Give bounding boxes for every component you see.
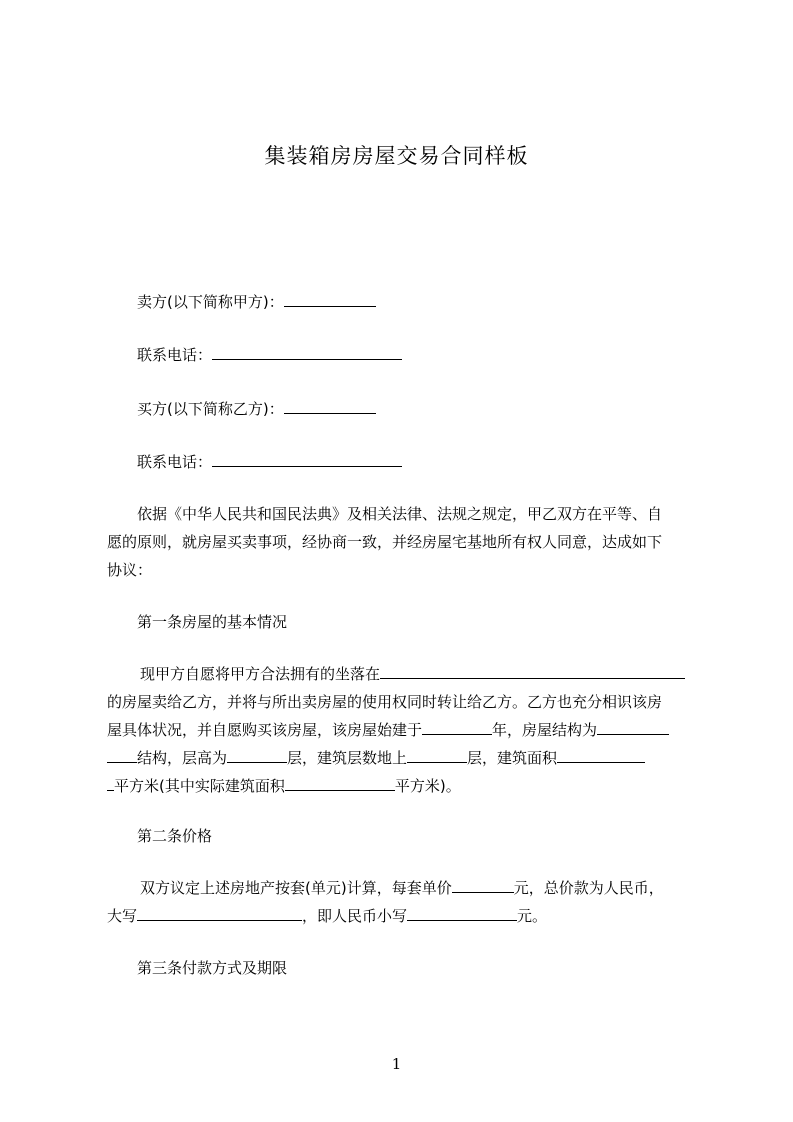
article-2-line-2: [107, 906, 547, 926]
unit-price-blank[interactable]: [452, 878, 514, 893]
article-2-line-1: [140, 878, 664, 898]
article-1-line-1: [140, 664, 685, 684]
buyer-line: [137, 399, 376, 419]
article-3-heading: 第三条付款方式及期限: [137, 959, 288, 977]
intro-line-3: 协议：: [107, 561, 153, 579]
article-2-text-2c: 元。: [517, 907, 548, 925]
article-1-text-1: 现甲方自愿将甲方合法拥有的坐落在: [140, 665, 381, 683]
article-1-text-4a: 结构，层高为: [137, 749, 228, 767]
seller-label: 卖方(以下简称甲方)：: [137, 293, 284, 311]
amount-figures-blank[interactable]: [407, 906, 517, 921]
buyer-phone-line: [137, 452, 402, 472]
article-2-text-1a: 双方议定上述房地产按套(单元)计算，每套单价: [140, 879, 452, 897]
building-area-blank-cont[interactable]: [107, 776, 114, 791]
page-number: 1: [391, 1055, 402, 1073]
buyer-blank[interactable]: [284, 399, 376, 414]
seller-phone-blank[interactable]: [212, 345, 402, 360]
article-1-line-3: [107, 720, 669, 740]
article-2-heading: 第二条价格: [137, 827, 213, 845]
document-title: 集装箱房房屋交易合同样板: [264, 144, 529, 168]
article-1-text-3b: 年，房屋结构为: [492, 721, 598, 739]
seller-phone-line: [137, 345, 402, 365]
amount-words-blank[interactable]: [137, 906, 302, 921]
seller-phone-label: 联系电话：: [137, 346, 213, 364]
article-1-text-4b: 层，建筑层数地上: [287, 749, 408, 767]
building-area-blank[interactable]: [557, 748, 645, 763]
article-2-text-2a: 大写: [107, 907, 138, 925]
structure-blank-cont[interactable]: [107, 748, 137, 763]
buyer-label: 买方(以下简称乙方)：: [137, 400, 284, 418]
location-blank[interactable]: [380, 664, 685, 679]
seller-line: [137, 292, 376, 312]
article-1-heading: 第一条房屋的基本情况: [137, 613, 288, 631]
article-2-text-1b: 元，总价款为人民币，: [513, 879, 664, 897]
buyer-phone-label: 联系电话：: [137, 453, 213, 471]
year-built-blank[interactable]: [422, 720, 492, 735]
floor-height-blank[interactable]: [227, 748, 287, 763]
article-1-text-3a: 屋具体状况，并自愿购买该房屋，该房屋始建于: [107, 721, 423, 739]
article-1-text-5b: 平方米)。: [394, 777, 461, 795]
article-1-line-4: [107, 748, 645, 768]
article-1-line-5: [107, 776, 461, 796]
floors-above-blank[interactable]: [407, 748, 467, 763]
intro-line-1: 依据《中华人民共和国民法典》及相关法律、法规之规定，甲乙双方在平等、自: [137, 505, 663, 523]
article-1-line-2: 的房屋卖给乙方，并将与所出卖房屋的使用权同时转让给乙方。乙方也充分相识该房: [107, 693, 663, 711]
article-2-text-2b: ，即人民币小写: [302, 907, 408, 925]
buyer-phone-blank[interactable]: [212, 452, 402, 467]
article-1-text-4c: 层，建筑面积: [467, 749, 558, 767]
structure-blank[interactable]: [597, 720, 669, 735]
seller-blank[interactable]: [284, 292, 376, 307]
actual-area-blank[interactable]: [285, 776, 395, 791]
article-1-text-5a: 平方米(其中实际建筑面积: [114, 777, 285, 795]
intro-line-2: 愿的原则，就房屋买卖事项，经协商一致，并经房屋宅基地所有权人同意，达成如下: [107, 533, 663, 551]
